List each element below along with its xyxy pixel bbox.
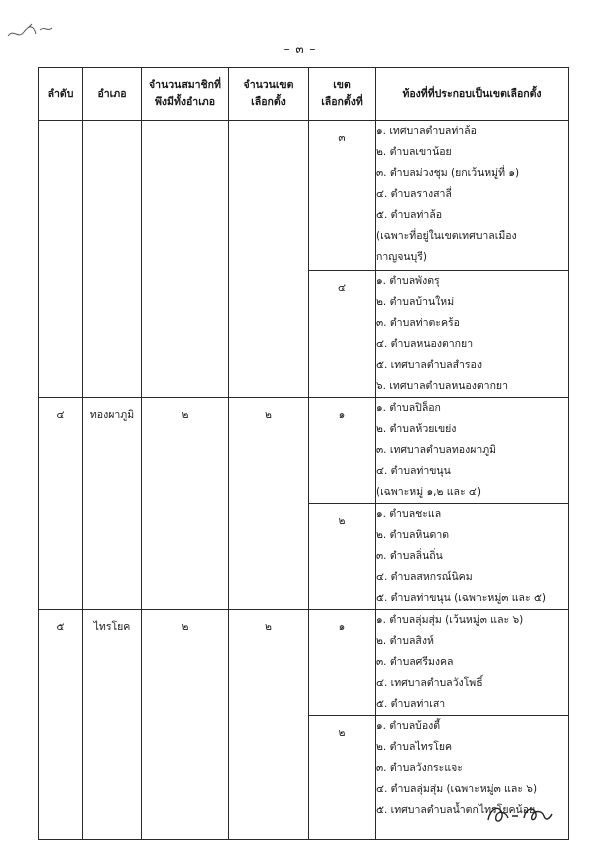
place-line: ๒. ตำบลเขาน้อย (376, 146, 452, 158)
zone-number-cell: ๒ (309, 716, 376, 840)
zone-number-cell: ๒ (309, 504, 376, 610)
place-line: ๓. ตำบลลิ่นถิ่น (376, 550, 443, 562)
zone-places-cell (376, 504, 569, 610)
place-line: ๕. ตำบลท่าขนุน (เฉพาะหมู่๓ และ ๕) (376, 592, 546, 604)
group-members-cell: ๒ (142, 610, 229, 840)
zone-number-cell: ๓ (309, 121, 376, 271)
header-order: ลำดับ (39, 68, 83, 121)
group-members-cell: ๒ (142, 398, 229, 610)
place-line: ๓. ตำบลม่วงชุม (ยกเว้นหมู่ที่ ๑) (376, 167, 520, 179)
place-line: (เฉพาะหมู่ ๑,๒ และ ๔) (376, 486, 481, 498)
zone-number-cell: ๑ (309, 610, 376, 716)
zone-number-cell: ๔ (309, 271, 376, 398)
table-row (39, 398, 569, 504)
place-line: ๒. ตำบลห้วยเขย่ง (376, 423, 457, 435)
zone-places-cell (376, 610, 569, 716)
place-line: ๓. ตำบลศรีมงคล (376, 656, 454, 668)
place-line: ๒. ตำบลหินดาด (376, 529, 450, 541)
place-line: ๒. ตำบลไทรโยค (376, 741, 453, 753)
place-line: (เฉพาะที่อยู่ในเขตเทศบาลเมือง (376, 230, 517, 242)
group-order-cell: ๔ (39, 398, 83, 610)
place-line: ๓. ตำบลท่าตะคร้อ (376, 317, 460, 329)
page-number: – ๓ – (283, 42, 317, 56)
table-row (39, 121, 569, 271)
signature-initials (484, 798, 554, 828)
place-line: ๑. ตำบลปิล็อก (376, 402, 441, 414)
group-district-cell (83, 121, 142, 398)
place-line: กาญจนบุรี) (376, 251, 427, 263)
table-row (39, 610, 569, 716)
group-num-zones-cell (229, 121, 309, 398)
place-line: ๑. ตำบลพังตรุ (376, 275, 440, 287)
header-zone: เขต เลือกตั้งที่ (309, 68, 376, 121)
group-num-zones-cell: ๒ (229, 610, 309, 840)
group-district-cell: ไทรโยค (83, 610, 142, 840)
place-line: ๓. ตำบลวังกระแจะ (376, 762, 463, 774)
group-num-zones-cell: ๒ (229, 398, 309, 610)
place-line: ๕. ตำบลท่าเสา (376, 698, 446, 710)
place-line: ๑. ตำบลบ้องตี้ (376, 720, 441, 732)
place-line: ๓. เทศบาลตำบลทองผาภูมิ (376, 444, 497, 456)
place-line: ๔. เทศบาลตำบลวังโพธิ์ (376, 677, 483, 689)
header-num-zones: จำนวนเขต เลือกตั้ง (229, 68, 309, 121)
place-line: ๕. เทศบาลตำบลน้ำตกไทรโยคน้อย (376, 804, 536, 816)
zone-number-cell: ๑ (309, 398, 376, 504)
place-line: ๖. เทศบาลตำบลหนองตากยา (376, 380, 508, 392)
header-row (39, 68, 569, 121)
group-order-cell (39, 121, 83, 398)
place-line: ๔. ตำบลลุ่มสุ่ม (เฉพาะหมู่๓ และ ๖) (376, 783, 538, 795)
place-line: ๑. ตำบลชะแล (376, 508, 442, 520)
place-line: ๕. เทศบาลตำบลสำรอง (376, 359, 482, 371)
scan-mark-squiggle (6, 20, 54, 42)
place-line: ๔. ตำบลท่าขนุน (376, 465, 451, 477)
header-district: อำเภอ (83, 68, 142, 121)
zone-places-cell (376, 121, 569, 271)
group-order-cell: ๕ (39, 610, 83, 840)
group-members-cell (142, 121, 229, 398)
place-line: ๔. ตำบลหนองตากยา (376, 338, 474, 350)
place-line: ๕. ตำบลท่าล้อ (376, 209, 442, 221)
election-zone-table (38, 67, 569, 840)
place-line: ๒. ตำบลสิงห์ (376, 635, 434, 647)
place-line: ๒. ตำบลบ้านใหม่ (376, 296, 455, 308)
group-district-cell: ทองผาภูมิ (83, 398, 142, 610)
header-places: ท้องที่ที่ประกอบเป็นเขตเลือกตั้ง (376, 68, 569, 121)
place-line: ๑. เทศบาลตำบลท่าล้อ (376, 125, 477, 137)
place-line: ๔. ตำบลสหกรณ์นิคม (376, 571, 473, 583)
header-members: จำนวนสมาชิกที่ พึงมีทั้งอำเภอ (142, 68, 229, 121)
zone-places-cell (376, 398, 569, 504)
place-line: ๔. ตำบลรางสาลี่ (376, 188, 452, 200)
zone-places-cell (376, 271, 569, 398)
place-line: ๑. ตำบลลุ่มสุ่ม (เว้นหมู่๓ และ ๖) (376, 614, 524, 626)
table-body (39, 121, 569, 840)
